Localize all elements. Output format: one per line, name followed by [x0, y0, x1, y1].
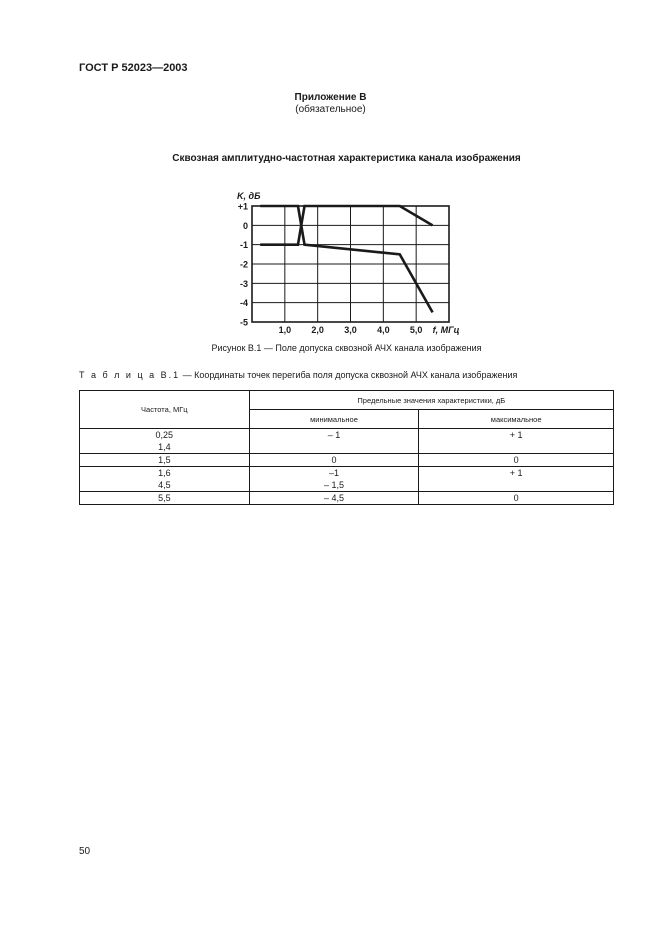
y-tick-label: -2 — [239, 259, 248, 270]
cell-maximum — [419, 454, 614, 467]
y-tick-label: -3 — [239, 278, 248, 289]
y-tick-label: 0 — [242, 220, 248, 231]
chart-grid — [252, 206, 449, 322]
figure-caption: Рисунок В.1 — Поле допуска сквозной АЧХ канала изображения — [211, 343, 482, 353]
cell-text: – 1 — [327, 430, 341, 440]
figure-heading: Сквозная амплитудно-частотная характеристика канала изображения — [172, 153, 521, 164]
cell-minimum — [249, 429, 419, 454]
cell-text: 1,4 — [158, 442, 171, 452]
table-row — [80, 492, 614, 505]
y-tick-label: -1 — [239, 240, 248, 251]
cell-text: + 1 — [509, 468, 523, 478]
table-caption-label: Т а б л и ц а В.1 — [79, 370, 181, 380]
x-tick-label: 4,0 — [377, 325, 390, 335]
cell-frequency — [80, 429, 250, 454]
page-number: 50 — [79, 846, 91, 857]
appendix-subtitle: (обязательное) — [295, 104, 366, 115]
cell-text: 1,5 — [158, 455, 171, 465]
cell-text: + 1 — [509, 430, 523, 440]
cell-text: –1 — [328, 468, 339, 478]
cell-maximum — [419, 492, 614, 505]
x-tick-label: 3,0 — [344, 325, 357, 335]
cell-text: 0 — [331, 455, 337, 465]
x-tick-label: 5,0 — [409, 325, 423, 335]
y-tick-label: -4 — [239, 298, 248, 309]
header-maximum: максимальное — [419, 410, 614, 429]
chart-labels — [237, 191, 460, 335]
cell-text: 1,6 — [158, 468, 171, 478]
cell-text: 0,25 — [155, 430, 174, 440]
table-header-row — [80, 391, 614, 410]
y-axis-label: K, дБ — [237, 191, 261, 201]
cell-text: – 1,5 — [323, 480, 344, 490]
header-frequency: Частота, МГц — [80, 391, 250, 429]
header-limits: Предельные значения характеристики, дБ — [249, 391, 613, 410]
header-minimum: минимальное — [249, 410, 419, 429]
x-axis-label: f, МГц — [432, 325, 460, 335]
cell-text: 5,5 — [158, 493, 171, 503]
cell-text: 0 — [513, 493, 519, 503]
cell-minimum — [249, 492, 419, 505]
cell-frequency — [80, 467, 250, 492]
cell-text: 0 — [513, 455, 519, 465]
y-tick-label: -5 — [239, 317, 248, 328]
appendix-title: Приложение В — [294, 92, 367, 103]
table-row — [80, 454, 614, 467]
cell-text: – 4,5 — [323, 493, 344, 503]
table-caption — [79, 370, 517, 380]
cell-text: 4,5 — [158, 480, 171, 490]
frequency-response-chart — [225, 186, 470, 336]
breakpoints-table — [79, 390, 614, 505]
cell-maximum — [419, 467, 614, 492]
table-caption-text: — Координаты точек перегиба поля допуска сквозной АЧХ канала изображения — [180, 370, 518, 380]
series-line-минимальное — [260, 206, 432, 312]
document-code: ГОСТ Р 52023—2003 — [79, 62, 188, 74]
cell-frequency — [80, 492, 250, 505]
cell-minimum — [249, 454, 419, 467]
x-tick-label: 1,0 — [278, 325, 292, 335]
x-tick-label: 2,0 — [311, 325, 324, 335]
cell-frequency — [80, 454, 250, 467]
chart-series — [260, 206, 432, 312]
cell-maximum — [419, 429, 614, 454]
y-tick-label: +1 — [237, 201, 248, 212]
table-row — [80, 467, 614, 492]
table-row — [80, 429, 614, 454]
cell-minimum — [249, 467, 419, 492]
